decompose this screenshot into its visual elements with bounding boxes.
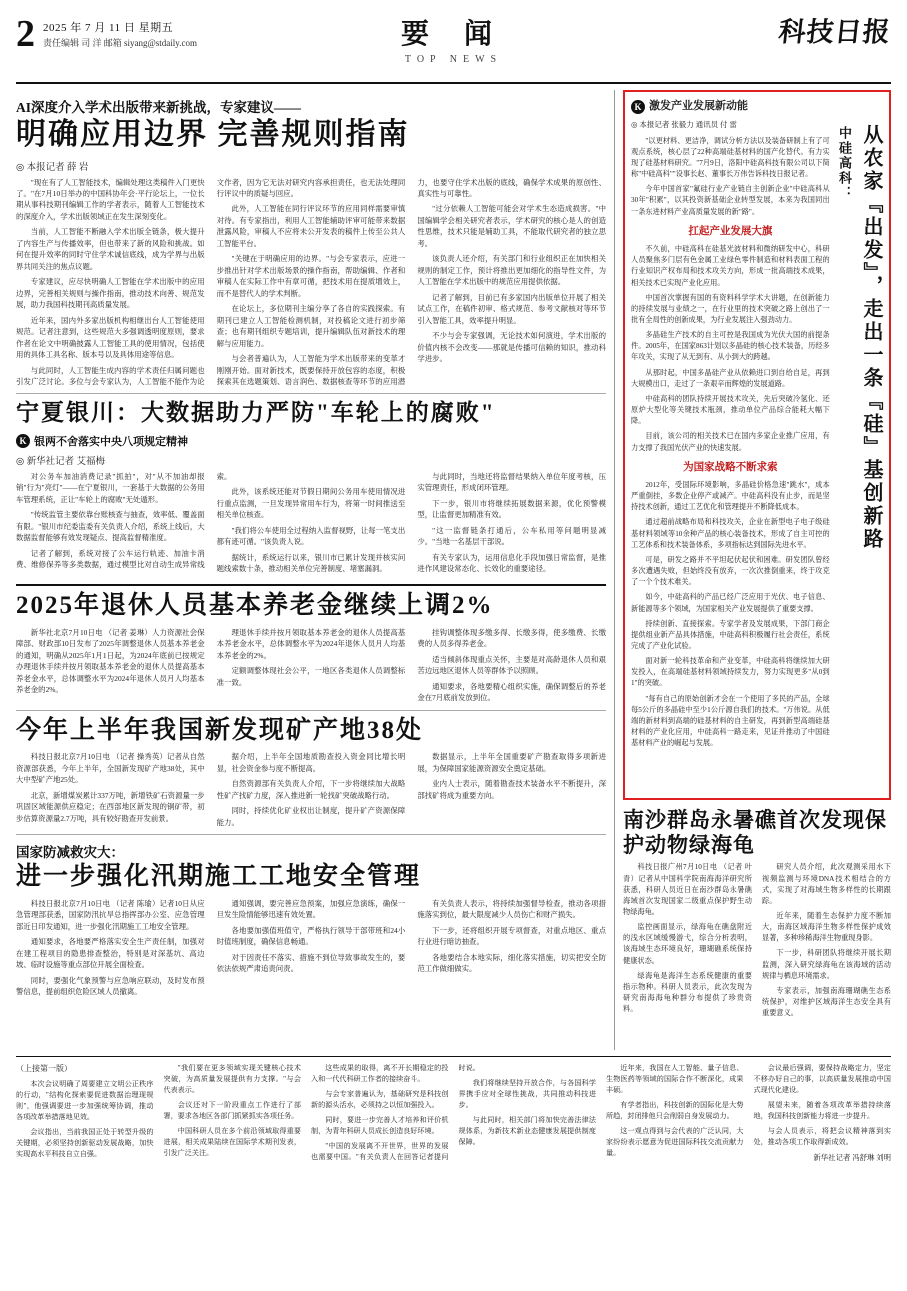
section-title-en: TOP NEWS (404, 54, 503, 65)
paragraph: 定额调整体现社会公平，一地区各类退休人员调整标准一致。 (216, 666, 406, 687)
article-shoulder: AI深度介入学术出版带来新挑战，专家建议—— (16, 100, 302, 115)
paragraph: 与会专家普遍认为，基础研究是科技创新的源头活水，必须持之以恒加强投入。 (311, 1089, 449, 1109)
paragraph: "现在有了人工智能技术，编辑处理这类稿件入门更快了。"在7月10日举办的中国科协年会·平行论坛上，一位长期从事科技期刊编辑工作的学者表示，随着人工智能技术的深度介入，学术出版领域正在发生深刻变化。 (16, 177, 205, 221)
continuation-signature: 新华社记者 冯舒琳 刘明 (813, 1152, 891, 1162)
paragraph: 数据显示，上半年全国重要矿产勘查取得多项新进展，为保障国家能源资源安全奠定基础。 (417, 752, 606, 773)
paragraph: 如今，中硅高科的产品已经广泛应用于光伏、电子信息、新能源等多个领域，为国家相关产业发展提供了重要支撑。 (631, 593, 830, 613)
article-byline: 科技日报北京7月10日电 （记者 陈瑜）记者10日从应急管理部获悉，国家防汛抗旱总指挥部办公室、应急管理部近日印发通知，进一步强化汛期施工工地安全管理。 (16, 898, 205, 931)
paragraph: 据统计，系统运行以来，银川市已累计发现并核实问题线索数十条，推动相关单位完善制度、堵塞漏洞。 (216, 552, 406, 574)
paragraph: 下一步，还将组织开展专项督查，对重点地区、重点行业进行暗访抽查。 (417, 925, 606, 947)
paragraph: 中国科研人员在多个前沿领域取得重要进展，相关成果陆续在国际学术期刊发表，引发广泛关注。 (163, 1126, 301, 1157)
paragraph: 记者了解到，目前已有多家国内出版单位开展了相关试点工作，在稿件初审、格式规范、参考文献核对等环节引入智能工具，效率提升明显。 (417, 292, 606, 325)
series-badge (16, 433, 606, 449)
paragraph: 挂钩调整体现多缴多得、长缴多得，使多缴费、长缴费的人员多得养老金。 (417, 627, 606, 649)
article-byline: ◎ 新华社记者 艾福梅 (16, 456, 106, 467)
paragraph: 近年来，随着生态保护力度不断加大，南海区域海洋生物多样性保护成效显著，多种珍稀海洋生物重现身影。 (762, 912, 891, 943)
paragraph: 专家表示，加强南海珊瑚礁生态系统保护，对维护区域海洋生态安全具有重要意义。 (762, 986, 891, 1018)
paragraph: 这一观点得到与会代表的广泛认同，大家纷纷表示愿意为促进国际科技交流贡献力量。 (606, 1126, 744, 1157)
article-divider (16, 834, 606, 835)
badge-icon: K (16, 434, 30, 448)
paragraph: 自然资源部有关负责人介绍，下一步将继续加大战略性矿产找矿力度，深入推进新一轮找矿突破战略行动。 (216, 779, 406, 800)
article-green-turtle (623, 808, 891, 1021)
paragraph: 不久前，中硅高科在硅基光波材料和微纳研发中心，科研人员聚焦多门层有色金属工业绿色零件制造和材料表面工程的行业知识产权布局和技术攻关方向，形成一批高端技术成果，相关技术已实现产业化应用。 (631, 245, 830, 287)
paragraph: 有关负责人表示，将持续加强督导检查，推动各项措施落实到位，最大限度减少人员伤亡和财产损失。 (417, 898, 606, 920)
paragraph: 下一步，科研团队将继续开展长期监测，深入研究绿海龟在该海域的活动规律与栖息环境需求。 (762, 949, 891, 980)
paper-nameplate: 科技日报 (777, 17, 893, 47)
article-body (16, 751, 606, 828)
feature-subhead-1: 扛起产业发展大旗 (688, 225, 773, 237)
article-body (623, 862, 891, 1021)
article-headline: 今年上半年我国新发现矿产地38处 (16, 716, 424, 744)
paragraph: 通知强调，要完善应急预案，加强应急演练，确保一旦发生险情能够迅速有效处置。 (216, 898, 406, 920)
paragraph: 记者了解到，系统对接了公车运行轨迹、加油卡消费、维修保养等多类数据，通过模型比对自动生成异常线索。 (16, 471, 232, 570)
feature-body (631, 98, 830, 790)
paragraph: 面对新一轮科技革命和产业变革，中硅高科将继续加大研发投入，在高端硅基材料领域持续发力，努力实现更多"从0到1"的突破。 (631, 657, 830, 688)
paragraph: 同时，要强化气象预警与应急响应联动，及时发布预警信息，提前组织危险区域人员撤离。 (16, 975, 205, 997)
paragraph: 中国首次掌握有国的有资料科学学术大讲题，在创新能力的持续发展与业绩之一，在行业里的技术突破之路上创出了一批有全局性的创新成果，为行业发展注入强劲动力。 (631, 293, 830, 324)
article-yinchuan-bigdata (16, 400, 606, 576)
paragraph: 业内人士表示，随着勘查技术装备水平不断提升，深部找矿将成为重要方向。 (417, 779, 606, 800)
paragraph: 可是，研发之路并不平坦起伏起伏和困难。研发团队曾经多次遭遇失败，但始终没有放弃，一次次推倒重来，终于攻克了一个个技术难关。 (631, 555, 830, 587)
paragraph: "我们将公车使用全过程纳入监督视野，让每一笔支出都有迹可循。"该负责人说。 (216, 525, 406, 547)
article-divider (16, 584, 606, 586)
feature-vertical-title-group (858, 98, 883, 790)
feature-vertical-subtitle: 中硅高科： (837, 126, 852, 201)
page-number: 2 (16, 13, 35, 55)
paragraph: "这一监督链条打通后，公车私用等问题明显减少。"当地一名基层干部说。 (417, 525, 606, 547)
paragraph: 展望未来，随着各项改革举措持续落地，我国科技创新能力将进一步提升。 (753, 1100, 891, 1120)
article-body (16, 471, 606, 576)
paragraph: 各地要加强值班值守，严格执行领导干部带班和24小时值班制度，确保信息畅通。 (216, 925, 406, 947)
paragraph: "我们要在更多领域实现关键核心技术突破，为高质量发展提供有力支撑。"与会代表表示。 (163, 1064, 301, 1094)
article-byline: 科技日报广州7月10日电 （记者 叶青）记者从中国科学院南海海洋研究所获悉，科研人员近日在南沙群岛永暑礁海域首次发现国家二级重点保护野生动物绿海龟。 (623, 863, 752, 916)
continuation-body (16, 1063, 891, 1163)
paragraph: 研究人员介绍，此次观测采用水下视频监测与环境DNA技术相结合的方式，实现了对海域生物多样性的长期跟踪。 (762, 863, 891, 905)
article-flood-site-safety (16, 841, 606, 998)
editor-contact: 责任编辑 司 洋 邮箱 siyang@stdaily.com (43, 37, 197, 48)
article-byline: 新华社北京7月10日电 （记者 姜琳）人力资源社会保障部、财政部10日发布了2025年调整退休人员基本养老金的通知，明确从2025年1月1日起，为2024年底前已按规定办理退休手续并按月领取基本养老金的退休人员提高基本养老金水平，总体调整水平为2024年退休人员月人均基本养老金的2%。 (16, 627, 205, 695)
article-body (16, 177, 606, 388)
article-headline: 宁夏银川：大数据助力严防"车轮上的腐败" (16, 400, 496, 426)
paragraph: "中国的发展离不开世界，世界的发展也需要中国。"有关负责人在回答记者提问时说。 (311, 1064, 480, 1161)
feature-kicker-label: 激发产业发展新动能 (649, 100, 748, 112)
paragraph: 当前，人工智能不断融入学术出版全链条，极大提升了内容生产与传播效率，但也带来了新的风险和挑战。如何在提升效率的同时守住学术诚信底线，成为学界与出版界共同关注的焦点议题。 (16, 227, 205, 271)
article-headline: 南沙群岛永暑礁首次发现保护动物绿海龟 (623, 808, 887, 858)
paragraph: 有关专家认为，运用信息化手段加强日常监督，是推进作风建设常态化、长效化的重要途径。 (417, 552, 606, 574)
paragraph: 适当倾斜体现重点关怀，主要是对高龄退休人员和艰苦边远地区退休人员等群体予以照顾。 (417, 654, 606, 676)
paragraph: "关键在于明确应用的边界。"与会专家表示，应进一步推出针对学术出版场景的操作指南，帮助编辑、作者和审稿人在实际工作中有章可循，把技术用在提质增效上，而不是替代人的学术判断。 (216, 254, 406, 298)
paragraph: 近年来，我国在人工智能、量子信息、生物医药等领域的国际合作不断深化，成果丰硕。 (606, 1064, 744, 1094)
article-divider (16, 710, 606, 711)
article-byline: 科技日报北京7月10日电 （记者 操秀英）记者从自然资源部获悉，今年上半年，全国新发现矿产地38处，其中大中型矿产地25处。 (16, 752, 205, 785)
paragraph: 与会者普遍认为，人工智能为学术出版带来的变革才刚刚开始。面对新技术，既要保持开放包容的态度，积极探索其在选题策划、语言润色、数据核查等环节的应用潜力，也要守住学术出版的底线，确保学术成果的原创性、真实性与可靠性。 (216, 177, 606, 386)
paragraph: 会议最后强调，要保持战略定力，坚定不移办好自己的事，以高质量发展推动中国式现代化建设。 (753, 1064, 891, 1094)
paragraph: 此外，该系统还能对节假日期间公务用车使用情况进行重点监测，一旦发现异常用车行为，将第一时间推送至相关单位核查。 (216, 487, 406, 520)
paragraph: 与会人员表示，将把会议精神落到实处，推动各项工作取得新成效。 (753, 1126, 891, 1146)
article-body (16, 627, 606, 704)
paragraph: 中硅高科的团队持续开展技术攻关，先后突破冷氢化、还原炉大型化等关键技术瓶颈，推动单位产品综合能耗大幅下降。 (631, 394, 830, 426)
paragraph: 对公务车加油消费记录"抓拍"，对"从不加油却报销"行为"亮灯"——在宁夏银川，一套基于大数据的公务用车管理系统，正让"车轮上的腐败"无处遁形。 (16, 471, 205, 504)
paragraph: 同时，要进一步完善人才培养和评价机制，为青年科研人员成长创造良好环境。 (311, 1115, 449, 1135)
paragraph: 据介绍，上半年全国地质勘查投入资金同比增长明显，社会资金参与度不断提高。 (216, 752, 406, 773)
article-pension-increase (16, 592, 606, 704)
paragraph: "每有自己的原始创新才会在一个使用了多民的产品，全球每5公斤的多晶硅中至少1公斤源自我们的技术。"万伟说。从低端的新材料到高端的硅基材料的自主研发，再到新型高端硅基材料的产业化应用，中硅高科一路走来，见证并推动了中国硅基材料产业的崛起与发展。 (631, 694, 830, 748)
article-divider (16, 393, 606, 394)
star-icon: K (631, 100, 645, 114)
paragraph: 多晶硅生产技术的自主可控是我国成为光伏大国的前提条件。2005年，在国家863计划以多晶硅的核心技术装备，历经多年攻关，实现了从无到有、从小到大的跨越。 (631, 331, 830, 362)
paragraph: 会议还对下一阶段重点工作进行了部署，要求各地区各部门抓紧抓实各项任务。 (163, 1100, 301, 1120)
masthead-divider (16, 82, 891, 84)
paragraph: 近年来，国内外多家出版机构相继出台人工智能使用规范。记者注意到，这些规范大多强调透明度原则，要求作者在论文中明确披露人工智能工具的使用情况，包括使用的具体工具名称、版本号以及具体用途等信息。 (16, 315, 205, 360)
paragraph: 持续创新、直接探索。专家学者及发展成果，下部门商企提供组业新产品具体措施，中硅高科积极履行社会责任，系统完成了产业化试验。 (631, 619, 830, 650)
continuation-section (16, 1056, 891, 1163)
feature-subhead-2: 为国家战略不断求索 (683, 461, 778, 473)
masthead (16, 0, 891, 78)
feature-vertical-title: 从农家『出发』，走出一条『硅』基创新路 (860, 124, 882, 551)
masthead-info (43, 16, 197, 50)
right-column-zone (614, 90, 891, 1050)
left-column-zone (16, 90, 614, 1050)
paragraph: "传统监管主要依靠台账核查与抽查，效率低、覆盖面有限。"银川市纪委监委有关负责人介绍，系统上线后，大数据监督能够有效发现疑点、提高监督精准度。 (16, 510, 205, 543)
paragraph: 这些成果的取得，离不开长期稳定的投入和一代代科研工作者的接续奋斗。 (311, 1064, 449, 1083)
paragraph: 对于因责任不落实、措施不到位导致事故发生的，要依法依规严肃追责问责。 (216, 952, 406, 974)
paragraph: 与此同时，相关部门将加快完善法律法规体系，为新技术新业态健康发展提供制度保障。 (458, 1115, 596, 1146)
paragraph: 专家建议，应尽快明确人工智能在学术出版中的应用边界，完善相关规则与操作指南，推动技术向善、规范发展，助力我国科技期刊高质量发展。 (16, 277, 205, 310)
paragraph: 目前，该公司的相关技术已在国内多家企业推广应用，有力支撑了我国光伏产业的快速发展。 (631, 432, 830, 452)
continuation-label: （上接第一版） (16, 1064, 72, 1073)
paragraph: 与此同时，人工智能生成内容的学术责任归属问题也引发广泛讨论。多位与会专家认为，人工智能不能作为论文作者，因为它无法对研究内容承担责任，也无法处理同行评议中的质疑与回应。 (16, 177, 406, 386)
paragraph: 绿海龟是海洋生态系统健康的重要指示物种。科研人员表示，此次发现为研究南海海龟种群分布提供了珍贵资料。 (623, 971, 752, 1014)
paragraph: 此外，人工智能在同行评议环节的应用同样需要审慎对待。有专家指出，利用人工智能辅助评审可能带来数据泄露风险，审稿人不应将未公开发表的稿件上传至公共人工智能平台。 (216, 204, 406, 248)
article-ai-academic-publishing (16, 96, 606, 387)
paragraph: 会议指出，当前我国正处于转型升级的关键期，必须坚持创新驱动发展战略，加快实现高水平科技自立自强。 (16, 1128, 154, 1159)
paragraph: "过分依赖人工智能可能会对学术生态造成损害。"中国编辑学会相关研究者表示，学术研究的核心是人的创造性思维，技术只能是辅助工具，不能取代研究者的独立思考。 (417, 204, 606, 248)
badge-label: 银两不舍落实中央八项规定精神 (34, 435, 188, 448)
paragraph: 2012年，受国际环境影响，多晶硅价格急速"跳水"，成本严重倒挂，多数企业停产或减产。中硅高科没有止步，而是坚持技术创新，通过工艺优化和管理提升不断降低成本。 (631, 480, 830, 512)
paragraph: 今年中国首家"氟硅行业产业链自主创新企业"中硅高科从30年"积累"，以其投资新基础企业转型发展，本来为我国同出一条东进材料产业高质量发展的新"路"。 (631, 185, 830, 216)
paragraph: 北京，新增煤炭累计337万吨，新增铁矿石资源量一步巩固区域能源供应稳定；在西部地区新发现的铜矿带，初步估算资源量2.7万吨，具有较好勘查开发前景。 (16, 790, 205, 823)
paragraph: 通过超前战略布局和科技攻关，企业在新型电子电子级硅基材料领域等10余种产品的核心装备技术，形成了自主可控的工艺体系和技术装备体系，多项指标达到国际先进水平。 (631, 518, 830, 549)
paragraph: 理退休手续并按月领取基本养老金的退休人员提高基本养老金水平，总体调整水平为2024年退休人员月人均基本养老金的2%。 (216, 627, 406, 660)
section-title-cn: 要 闻 (400, 19, 506, 50)
paragraph: 与此同时，当地还将监督结果纳入单位年度考核，压实管理责任，形成闭环管理。 (417, 471, 606, 493)
article-headline: 2025年退休人员基本养老金继续上调2% (16, 592, 494, 619)
paragraph: 我们将继续坚持开放合作，与各国科学界携手应对全球性挑战，共同推动科技进步。 (458, 1078, 596, 1109)
article-body (16, 898, 606, 998)
paragraph: 各地要结合本地实际，细化落实措施，切实把安全防范工作做细做实。 (417, 952, 606, 974)
paragraph: 通知要求，各地要严格落实安全生产责任制，加强对在建工程项目的隐患排查整治，特别是对深基坑、高边坡、临时设施等重点部位开展全面检查。 (16, 937, 205, 970)
article-headline: 进一步强化汛期施工工地安全管理 (16, 863, 422, 891)
paragraph: "以更材料、更洁净，调试分析方法以及装备研制上有了可观点系统，核心层了22种高端硅基材料的国产化替代。有力实现了硅基材料研究。"7月9日，洛阳中硅高科技有限公司以下简称"中硅高科""设事长赵、董事长万伟告诉科技日报记者。 (631, 136, 830, 179)
publication-date: 2025 年 7 月 11 日 星期五 (43, 22, 174, 34)
feature-kicker (631, 98, 830, 115)
paragraph: 不少与会专家强调，无论技术如何演进，学术出版的价值内核不会改变——那就是传播可信赖的知识，推动科学进步。 (417, 331, 606, 364)
article-headline: 明确应用边界 完善规则指南 (16, 118, 410, 151)
paragraph: 本次会议明确了周要建立文明公正秩序的行动，"结构化探索要促进数据治理现规则"，他强调要进一步加强统筹协调，推动各项改革举措落地见效。 (16, 1080, 154, 1122)
paragraph: 有学者指出，科技创新的国际化是大势所趋，封闭排他只会削弱自身发展动力。 (606, 1100, 744, 1120)
paragraph: 该负责人还介绍，有关部门和行业组织正在加快相关规则的制定工作，预计将推出更加细化的指导性文件，为人工智能在学术出版中的规范应用提供依据。 (417, 254, 606, 287)
feature-byline: ◎ 本报记者 张毅力 通讯员 付 雷 (631, 120, 737, 130)
page-body (16, 90, 891, 1050)
paragraph: 通知要求，各地要精心组织实施，确保调整后的养老金在7月底前发放到位。 (417, 681, 606, 703)
paragraph: 在论坛上，多位期刊主编分享了各自的实践探索。有期刊已建立人工智能检测机制，对投稿论文进行初步筛查；也有期刊组织专题培训，提升编辑队伍对新技术的理解与应用能力。 (216, 304, 406, 348)
paragraph: 从那时起，中国多晶硅产业从依赖进口到自给自足，再到大规模出口，走过了一条艰辛而辉煌的发展道路。 (631, 368, 830, 388)
paragraph: 下一步，银川市将继续拓展数据来源，优化预警模型，让监督更加精准有效。 (417, 498, 606, 520)
article-shoulder: 国家防减救灾大： (16, 845, 124, 861)
paragraph: 同时，持续优化矿业权出让制度，提升矿产资源保障能力。 (216, 806, 406, 827)
article-new-mineral-sites (16, 717, 606, 829)
article-byline: ◎ 本报记者 薛 岩 (16, 162, 89, 173)
paragraph: 监控画面显示，绿海龟在礁盘附近的浅水区域缓慢游弋，综合分析表明，该海域生态环境良好，珊瑚礁系统保持健康状态。 (623, 923, 752, 965)
feature-article-zhonggui-gaoke (623, 90, 891, 800)
